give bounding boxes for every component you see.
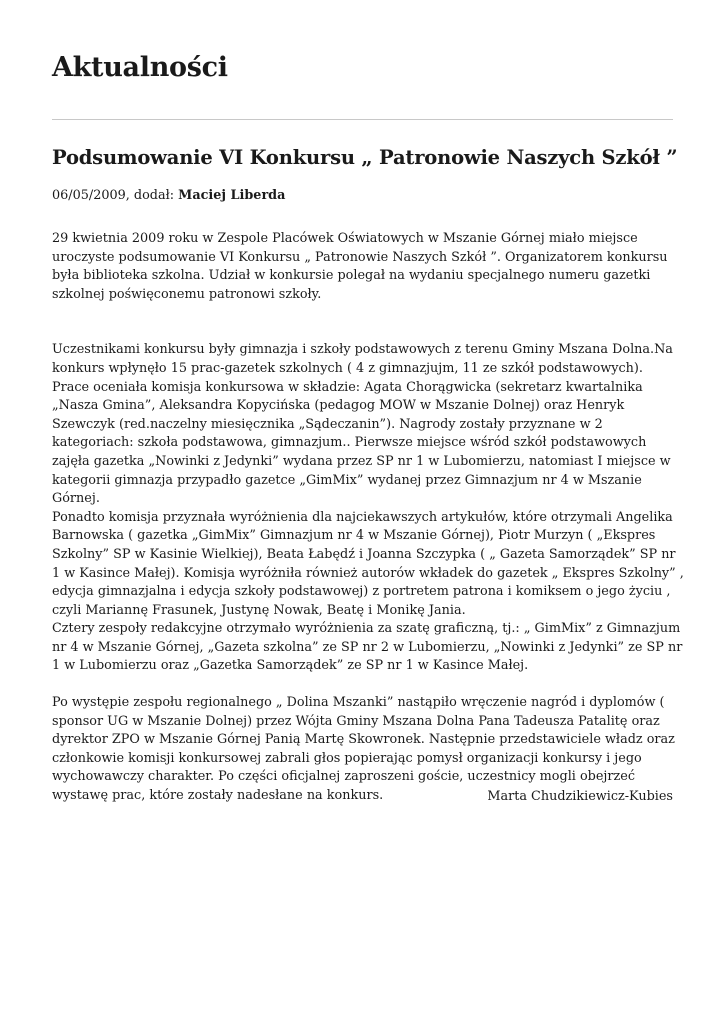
article-paragraph: Uczestnikami konkursu były gimnazja i szkoły podstawowych z terenu Gminy Mszana Dolna.Na konkurs wpłynęło 15 prac-gazetek szkolnych ( 4 z gimnazjujm, 11 ze szkół podstawowych). Prace oceniała komisja konkursowa w składzie: Agata Chorągwicka (sekretarz kwartalnika „Nasza Gmina”, Aleksandra Kopycińska (pedagog MOW w Mszanie Dolnej) oraz Henryk Szewczyk (red.naczelny miesięcznika „Sądeczanin”). Nagrody zostały przyznane w 2 kategoriach: szkoła podstawowa, gimnazjum.. Pierwsze miejsce wśród szkół podstawowych zajęła gazetka „Nowinki z Jedynki” wydana przez SP nr 1 w Lubomierzu, natomiast I miejsce w kategorii gimnazja przypadło gazetce „GimMix” wydanej przez Gimnazjum nr 4 w Mszanie Górnej. — [52, 342, 673, 507]
divider — [52, 119, 673, 120]
article-author: Maciej Liberda — [178, 188, 286, 203]
article-paragraph: 29 kwietnia 2009 roku w Zespole Placówek Oświatowych w Mszanie Górnej miało miejsce uroczyste podsumowanie VI Konkursu „ Patronowie Naszych Szkół ”. Organizatorem konkursu była biblioteka szkolna. Udział w konkursie polegał na wydaniu specjalnego numeru gazetki szkolnej poświęconemu patronowi szkoły. — [52, 231, 668, 302]
article-paragraph: Ponadto komisja przyznała wyróżnienia dla najciekawszych artykułów, które otrzymali Angelika Barnowska ( gazetka „GimMix” Gimnazjum nr 4 w Mszanie Górnej), Piotr Murzyn ( „Ekspres Szkolny” SP w Kasinie Wielkiej), Beata Łabędź i Joanna Szczypka ( „ Gazeta Samorządek” SP nr 1 w Kasince Małej). Komisja wyróżniła również autorów wkładek do gazetek „ Ekspres Szkolny” , edycja gimnazjalna i edycja szkoły podstawowej) z portretem patrona i komiksem o jego życiu , czyli Mariannę Frasunek, Justynę Nowak, Beatę i Monikę Jania. — [52, 509, 684, 618]
article-title: Podsumowanie VI Konkursu „ Patronowie Naszych Szkół ” — [52, 146, 678, 169]
article-signature: Marta Chudzikiewicz-Kubies — [487, 789, 673, 804]
article-body — [52, 230, 684, 806]
article-paragraph: Cztery zespoły redakcyjne otrzymało wyróżnienia za szatę graficzną, tj.: „ GimMix” z Gimnazjum nr 4 w Mszanie Górnej, „Gazeta szkolna” ze SP nr 2 w Lubomierzu, „Nowinki z Jedynki” ze SP nr 1 w Lubomierzu oraz „Gazetka Samorządek” ze SP nr 1 w Kasince Małej. — [52, 621, 683, 674]
article-meta — [52, 188, 285, 203]
article-date: 06/05/2009, dodał: — [52, 188, 175, 203]
article-paragraph: Po występie zespołu regionalnego „ Dolina Mszanki” nastąpiło wręczenie nagród i dyplomów ( sponsor UG w Mszanie Dolnej) przez Wójta Gminy Mszana Dolna Pana Tadeusza Patalitę oraz dyrektor ZPO w Mszanie Górnej Panią Martę Skowronek. Następnie przedstawiciele władz oraz członkowie komisji konkursowej zabrali głos popierając pomysł organizacji konkursy i jego wychowawczy charakter. Po części oficjalnej zaproszeni goście, uczestnicy mogli obejrzeć wystawę prac, które zostały nadesłane na konkurs. — [52, 695, 675, 804]
section-title: Aktualności — [52, 52, 228, 83]
